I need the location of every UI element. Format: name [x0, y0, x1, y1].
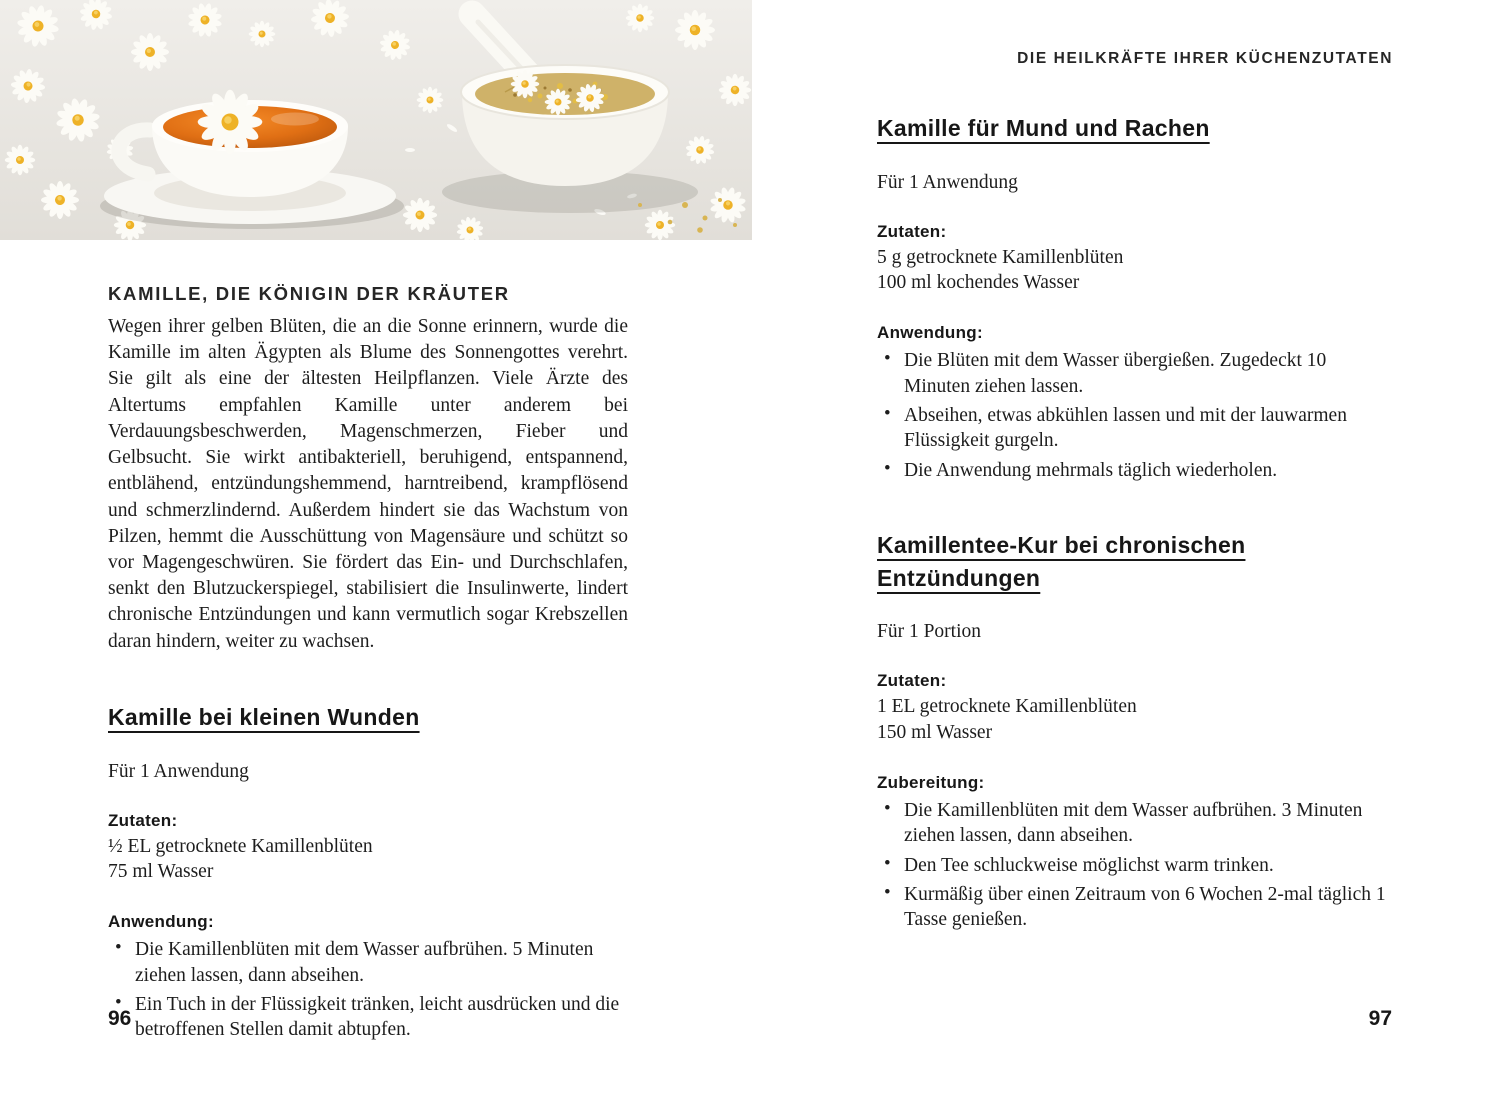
steps-list — [877, 798, 1393, 933]
intro-paragraph: Wegen ihrer gelben Blüten, die an die Sonne erinnern, wurde die Kamille im alten Ägypten als Blume des Sonnengottes verehrt. Sie gilt als eine der ältesten Heilpflanzen. Viele Ärzte des Altertums empfahlen Kamille unter anderem bei Verdauungsbeschwerden, Magenschmerzen, Fieber und Gelbsucht. Sie wirkt antibakteriell, beruhigend, entspannend, entblähend, entzündungshemmend, harntreibend, krampflösend und schmerzlindernd. Außerdem hindert sie das Wachstum von Pilzen, hemmt die Ausschüttung von Magensäure und schützt so vor Magengeschwüren. Sie fördert das Ein- und Durchschlafen, senkt den Blutzuckerspiegel, stabilisiert die Insulinwerte, lindert chronische Entzündungen und kann vermutlich sogar Krebszellen daran hindern, weiter zu wachsen. — [108, 316, 628, 652]
step-item: • Die Anwendung mehrmals täglich wiederholen. — [877, 458, 1393, 483]
ingredients-label: Zutaten: — [877, 221, 947, 241]
steps-label: Zubereitung: — [877, 773, 985, 793]
ingredient-line: ½ EL getrocknete Kamillenblüten — [108, 835, 373, 857]
step-item: • Die Kamillenblüten mit dem Wasser aufbrühen. 5 Minuten ziehen lassen, dann abseihen. — [108, 937, 628, 988]
chamomile-photo-illustration — [0, 0, 752, 240]
ingredient-line: 1 EL getrocknete Kamillenblüten — [877, 696, 1137, 718]
step-item: • Die Blüten mit dem Wasser übergießen. Zugedeckt 10 Minuten ziehen lassen. — [877, 348, 1393, 399]
step-item: • Abseihen, etwas abkühlen lassen und mit der lauwarmen Flüssigkeit gurgeln. — [877, 403, 1393, 454]
step-item: • Kurmäßig über einen Zeitraum von 6 Wochen 2-mal täglich 1 Tasse genießen. — [877, 882, 1393, 933]
step-item: • Die Kamillenblüten mit dem Wasser aufbrühen. 3 Minuten ziehen lassen, dann abseihen. — [877, 798, 1393, 849]
ingredients-label: Zutaten: — [108, 810, 178, 830]
page-number-left: 96 — [108, 1007, 132, 1030]
yield-line: Für 1 Anwendung — [108, 760, 249, 782]
steps-list — [877, 348, 1393, 483]
page-number-right: 97 — [1368, 1007, 1392, 1030]
step-item: • Den Tee schluckweise möglichst warm trinken. — [877, 853, 1393, 878]
recipe-title-mund-und-rachen: Kamille für Mund und Rachen — [877, 115, 1210, 141]
left-page — [108, 283, 628, 1047]
yield-line: Für 1 Anwendung — [877, 171, 1018, 193]
intro-title: KAMILLE, DIE KÖNIGIN DER KRÄUTER — [108, 283, 510, 304]
running-header: DIE HEILKRÄFTE IHRER KÜCHENZUTATEN — [1017, 50, 1393, 67]
right-page — [877, 50, 1393, 937]
steps-label: Anwendung: — [108, 912, 214, 932]
steps-list — [108, 937, 628, 1042]
recipe-title-kleine-wunden: Kamille bei kleinen Wunden — [108, 703, 420, 730]
steps-label: Anwendung: — [877, 323, 983, 343]
ingredient-line: 75 ml Wasser — [108, 860, 214, 882]
ingredient-line: 150 ml Wasser — [877, 721, 993, 743]
ingredient-line: 5 g getrocknete Kamillenblüten — [877, 246, 1124, 268]
yield-line: Für 1 Portion — [877, 621, 982, 643]
recipe-title-kamillentee-kur: Kamillentee-Kur bei chronischen Entzündungen — [877, 532, 1246, 591]
ingredients-label: Zutaten: — [877, 671, 947, 691]
chamomile-tea-photo — [0, 0, 752, 240]
ingredient-line: 100 ml kochendes Wasser — [877, 272, 1080, 293]
step-item: • Ein Tuch in der Flüssigkeit tränken, leicht ausdrücken und die betroffenen Stellen damit abtupfen. — [108, 992, 628, 1043]
